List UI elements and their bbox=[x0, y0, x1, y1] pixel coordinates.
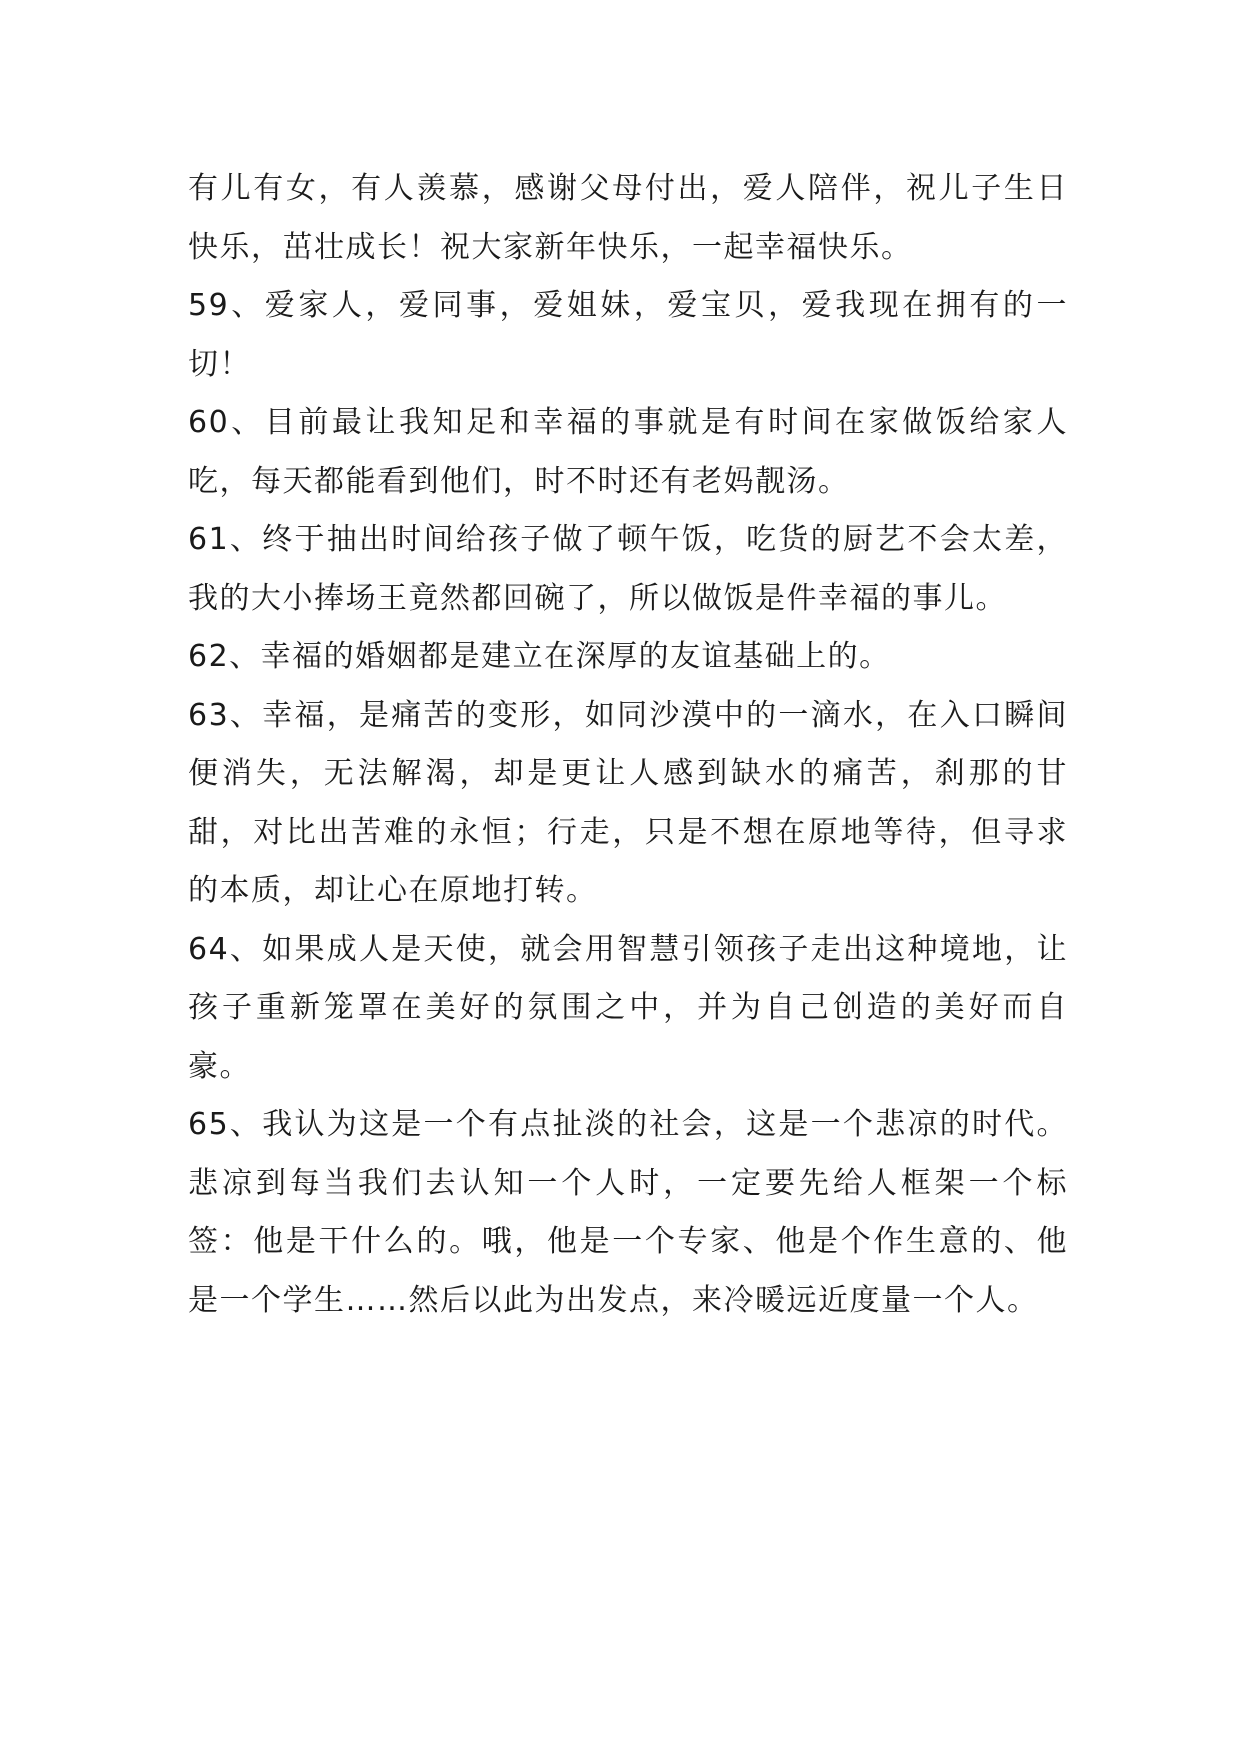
document-body bbox=[188, 160, 1068, 1330]
paragraph-63: 63、幸福，是痛苦的变形，如同沙漠中的一滴水，在入口瞬间便消失，无法解渴，却是更让人感到缺水的痛苦，刹那的甘甜，对比出苦难的永恒；行走，只是不想在原地等待，但寻求的本质，却让心在原地打转。 bbox=[188, 697, 1068, 908]
paragraph-62: 62、幸福的婚姻都是建立在深厚的友谊基础上的。 bbox=[188, 639, 891, 674]
paragraph-intro: 有儿有女，有人羡慕，感谢父母付出，爱人陪伴，祝儿子生日快乐，茁壮成长！祝大家新年快乐，一起幸福快乐。 bbox=[188, 171, 1068, 265]
paragraph-65: 65、我认为这是一个有点扯淡的社会，这是一个悲凉的时代。悲凉到每当我们去认知一个人时，一定要先给人框架一个标签：他是干什么的。哦，他是一个专家、他是个作生意的、他是一个学生……然后以此为出发点，来冷暖远近度量一个人。 bbox=[188, 1107, 1068, 1318]
paragraph-61: 61、终于抽出时间给孩子做了顿午饭，吃货的厨艺不会太差，我的大小捧场王竟然都回碗了，所以做饭是件幸福的事儿。 bbox=[188, 522, 1068, 616]
paragraph-59: 59、爱家人，爱同事，爱姐妹，爱宝贝，爱我现在拥有的一切！ bbox=[188, 288, 1068, 382]
paragraph-60: 60、目前最让我知足和幸福的事就是有时间在家做饭给家人吃，每天都能看到他们，时不时还有老妈靓汤。 bbox=[188, 405, 1068, 499]
paragraph-64: 64、如果成人是天使，就会用智慧引领孩子走出这种境地，让孩子重新笼罩在美好的氛围之中，并为自己创造的美好而自豪。 bbox=[188, 931, 1068, 1084]
